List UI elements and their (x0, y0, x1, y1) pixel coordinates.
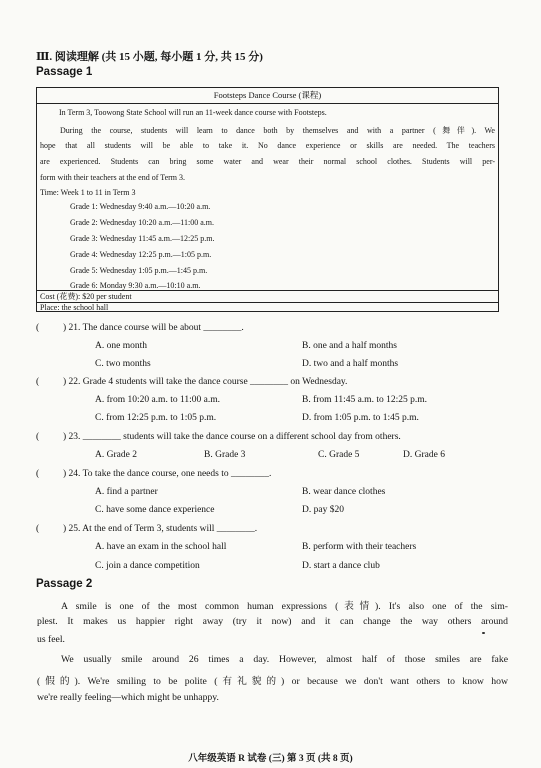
q23-option-b: B. Grade 3 (204, 450, 246, 460)
q21-option-c: C. two months (95, 359, 151, 369)
q24-option-c: C. have some dance experience (95, 505, 215, 515)
q23-option-d: D. Grade 6 (403, 450, 445, 460)
passage-2-line: we're really feeling—which might be unhappy. (37, 692, 219, 703)
passage-2-line: us feel. (37, 634, 65, 645)
notice-intro-line: During the course, students will learn to dance both by themselves and with a partner (舞伴). We (60, 126, 495, 135)
q24-option-a: A. find a partner (95, 487, 158, 497)
passage-2-line: A smile is one of the most common human expressions (表情). It's also one of the sim- (61, 601, 508, 612)
schedule-grade-5: Grade 5: Wednesday 1:05 p.m.—1:45 p.m. (70, 266, 208, 275)
q22-option-b: B. from 11:45 a.m. to 12:25 p.m. (302, 395, 427, 405)
answer-paren: ( (36, 469, 40, 479)
passage-2-title: Passage 2 (36, 578, 93, 590)
page-footer: 八年级英语 R 试卷 (三) 第 3 页 (共 8 页) (188, 754, 353, 764)
q23-option-a: A. Grade 2 (95, 450, 137, 460)
q22-option-d: D. from 1:05 p.m. to 1:45 p.m. (302, 413, 419, 423)
q21-option-a: A. one month (95, 341, 147, 351)
notice-intro-line: are experienced. Students can bring some water and wear their normal school clothes. Students will per- (40, 157, 495, 166)
passage-2-line: plest. It makes us happier right away (try it now) and it can change the way others around (37, 616, 508, 627)
notice-intro-line: In Term 3, Toowong State School will run an 11-week dance course with Footsteps. (59, 108, 327, 117)
answer-paren: ( (36, 432, 40, 442)
notice-intro-line: form with their teachers at the end of Term 3. (40, 173, 186, 182)
notice-cost: Cost (花费): $20 per student (40, 292, 132, 301)
q25-option-a: A. have an exam in the school hall (95, 542, 227, 552)
answer-paren: ( (36, 524, 40, 534)
notice-intro-line: hope that all students will be able to take it. No dance experience or skills are needed. The teachers (40, 141, 495, 150)
answer-paren: ( (36, 377, 40, 387)
section-heading: Ⅲ. 阅读理解 (共 15 小题, 每小题 1 分, 共 15 分) (36, 51, 263, 63)
course-notice-box (36, 87, 499, 312)
question-21-stem: ) 21. The dance course will be about ________. (63, 323, 244, 333)
course-notice-title: Footsteps Dance Course (课程) (37, 88, 498, 104)
notice-place: Place: the school hall (40, 303, 109, 312)
q21-option-b: B. one and a half months (302, 341, 397, 351)
q22-option-a: A. from 10:20 a.m. to 11:00 a.m. (95, 395, 220, 405)
question-25-stem: ) 25. At the end of Term 3, students will ________. (63, 524, 258, 534)
q22-option-c: C. from 12:25 p.m. to 1:05 p.m. (95, 413, 217, 423)
question-23-stem: ) 23. ________ students will take the dance course on a different school day from others. (63, 432, 401, 442)
q21-option-d: D. two and a half months (302, 359, 399, 369)
answer-paren: ( (36, 323, 40, 333)
schedule-grade-4: Grade 4: Wednesday 12:25 p.m.—1:05 p.m. (70, 250, 212, 259)
schedule-grade-6: Grade 6: Monday 9:30 a.m.—10:10 a.m. (70, 281, 201, 290)
q25-option-d: D. start a dance club (302, 561, 380, 571)
notice-time: Time: Week 1 to 11 in Term 3 (40, 188, 136, 197)
passage-2-line: We usually smile around 26 times a day. However, almost half of those smiles are fake (61, 654, 508, 665)
schedule-grade-2: Grade 2: Wednesday 10:20 a.m.—11:00 a.m. (70, 218, 214, 227)
q25-option-b: B. perform with their teachers (302, 542, 417, 552)
question-22-stem: ) 22. Grade 4 students will take the dance course ________ on Wednesday. (63, 377, 348, 387)
schedule-grade-3: Grade 3: Wednesday 11:45 a.m.—12:25 p.m. (70, 234, 215, 243)
question-24-stem: ) 24. To take the dance course, one needs to ________. (63, 469, 272, 479)
q24-option-d: D. pay $20 (302, 505, 344, 515)
q25-option-c: C. join a dance competition (95, 561, 200, 571)
q24-option-b: B. wear dance clothes (302, 487, 386, 497)
passage-2-line: (假的). We're smiling to be polite (有礼貌的) or because we don't want others to know how (37, 676, 508, 687)
print-speck (482, 632, 485, 634)
q23-option-c: C. Grade 5 (318, 450, 360, 460)
passage-1-title: Passage 1 (36, 66, 93, 78)
schedule-grade-1: Grade 1: Wednesday 9:40 a.m.—10:20 a.m. (70, 202, 211, 211)
